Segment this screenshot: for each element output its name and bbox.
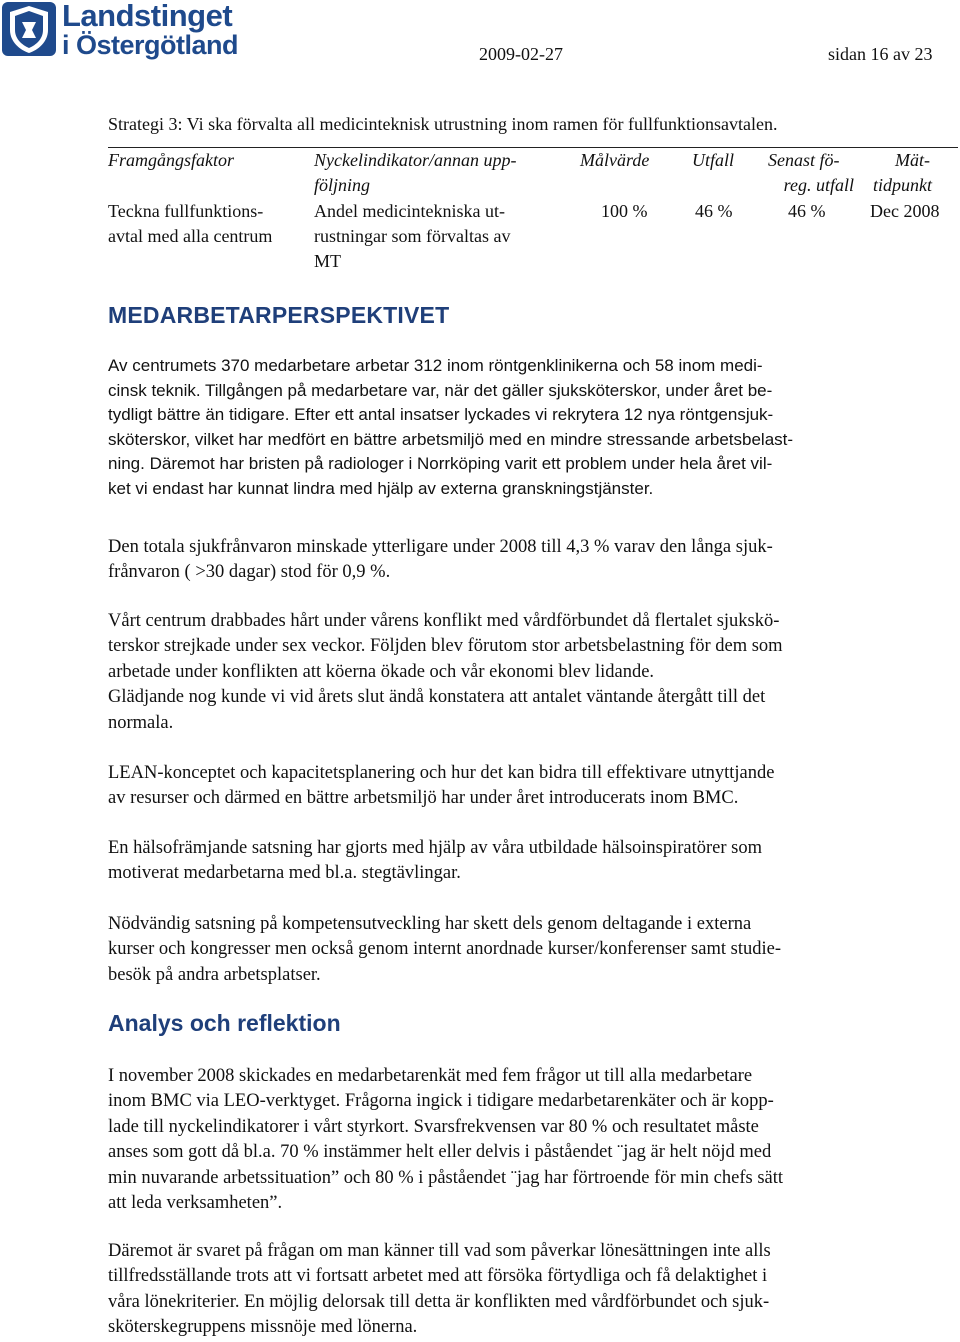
text-line: frånvaron ( >30 dagar) stod för 0,9 %. (108, 562, 391, 583)
text-line: anses som gott då bl.a. 70 % instämmer helt eller delvis i påståendet ¨jag är helt nöjd med (108, 1142, 772, 1163)
paragraph-staffing (108, 354, 908, 502)
county-emblem-icon (2, 2, 56, 56)
cell-indicator-line1: Andel medicintekniska ut- (314, 201, 505, 221)
paragraph-survey (108, 1064, 908, 1216)
cell-factor-line1: Teckna fullfunktions- (108, 201, 264, 221)
text-line: Nödvändig satsning på kompetensutveckling har skett dels genom deltagande i externa (108, 914, 752, 934)
text-line: En hälsofrämjande satsning har gjorts med hjälp av våra utbildade hälsoinspiratörer som (108, 838, 763, 858)
text-line: lade till nyckelindikatorer i vårt styrkort. Svarsfrekvensen var 80 % och resultatet måste (108, 1116, 759, 1137)
text-line: LEAN-konceptet och kapacitetsplanering och hur det kan bidra till effektivare utnyttjande (108, 763, 775, 783)
text-line: Däremot är svaret på frågan om man känner till vad som påverkar lönesättningen inte alls (108, 1241, 771, 1261)
text-line: Glädjande nog kunde vi vid årets slut ändå konstatera att antalet väntande återgått till det (108, 687, 766, 708)
col-header-previous-line1: Senast fö- (768, 150, 840, 170)
col-header-target: Målvärde (580, 150, 650, 170)
section-heading-employee-perspective: MEDARBETARPERSPEKTIVET (108, 302, 450, 328)
logo-text-line1: Landstinget (62, 0, 233, 33)
cell-target: 100 % (601, 201, 648, 221)
paragraph-conflict (108, 609, 908, 736)
cell-indicator-line3: MT (314, 251, 341, 271)
text-line: arbetade under konflikten att köerna ökade och vår ekonomi blev lidande. (108, 661, 655, 682)
text-line: våra lönekriterier. En möjlig delorsak till detta är konflikten med vårdförbundet och sjuk- (108, 1291, 770, 1312)
paragraph-lean (108, 761, 908, 812)
cell-previous: 46 % (788, 201, 826, 221)
text-line: Av centrumets 370 medarbetare arbetar 312 inom röntgenklinikerna och 58 inom medi- (108, 356, 763, 375)
paragraph-health (108, 836, 908, 887)
cell-indicator-line2: rustningar som förvaltas av (314, 226, 511, 246)
cell-time: Dec 2008 (870, 201, 940, 221)
text-line: tillfredsställande trots att vi fortsatt arbetet med att försöka förtydliga och få delaktighet i (108, 1266, 768, 1287)
col-header-outcome: Utfall (692, 150, 735, 170)
col-header-time-line1: Mät- (895, 150, 930, 170)
paragraph-salary (108, 1239, 908, 1341)
text-line: Vårt centrum drabbades hårt under vårens konflikt med vårdförbundet då flertalet sjukskö- (108, 611, 780, 631)
text-line: I november 2008 skickades en medarbetarenkät med fem frågor ut till alla medarbetare (108, 1066, 753, 1086)
text-line: sköterskegruppens missnöje med lönerna. (108, 1317, 418, 1338)
text-line: inom BMC via LEO-verktyget. Frågorna ingick i tidigare medarbetarenkäter och är kopp- (108, 1091, 774, 1112)
text-line: ket vi endast har kunnat lindra med hjälp av externa granskningstjänster. (108, 478, 654, 498)
text-line: normala. (108, 712, 174, 733)
text-line: Den totala sjukfrånvaron minskade ytterligare under 2008 till 4,3 % varav den långa sjuk- (108, 537, 773, 557)
text-line: tydligt bättre än tidigare. Efter ett antal insatser lyckades vi rekrytera 12 nya röntgensjuk- (108, 405, 774, 425)
logo-text-line2: i Östergötland (62, 30, 239, 60)
cell-factor-line2: avtal med alla centrum (108, 226, 273, 246)
text-line: kurser och kongresser men också genom internt anordnade kurser/konferenser samt studie- (108, 939, 781, 960)
text-line: terskor strejkade under sex veckor. Följden blev förutom stor arbetsbelastning för dem som (108, 636, 783, 657)
page-number: sidan 16 av 23 (828, 44, 933, 64)
text-line: av resurser och därmed en bättre arbetsmiljö har under året introducerats inom BMC. (108, 788, 739, 809)
document-date: 2009-02-27 (479, 44, 563, 64)
paragraph-competence (108, 912, 908, 988)
text-line: sköterskor, vilket har medfört en bättre arbetsmiljö med en mindre stressande arbetsbelast- (108, 429, 794, 449)
strategy-statement: Strategi 3: Vi ska förvalta all medicinteknisk utrustning inom ramen för fullfunktionsavtalen. (108, 114, 778, 134)
text-line: att leda verksamheten”. (108, 1193, 283, 1214)
col-header-factor: Framgångsfaktor (108, 150, 234, 170)
col-header-indicator-line2: följning (314, 175, 371, 195)
text-line: cinsk teknik. Tillgången på medarbetare var, när det gäller sjuksköterskor, under året be- (108, 380, 773, 400)
text-line: ning. Däremot har bristen på radiologer i Norrköping varit ett problem under hela året vil- (108, 454, 773, 474)
text-line: min nuvarande arbetssituation” och 80 % i påståendet ¨jag har förtroende för min chefs sätt (108, 1167, 784, 1188)
text-line: motiverat medarbetarna med bl.a. stegtävlingar. (108, 863, 461, 884)
section-heading-analysis: Analys och reflektion (108, 1010, 341, 1036)
col-header-time-line2: tidpunkt (873, 175, 932, 195)
paragraph-sick-leave (108, 535, 908, 586)
col-header-previous-line2: reg. utfall (783, 175, 854, 195)
cell-outcome: 46 % (695, 201, 733, 221)
organization-logo (2, 0, 242, 62)
col-header-indicator-line1: Nyckelindikator/annan upp- (314, 150, 517, 170)
text-line: besök på andra arbetsplatser. (108, 964, 321, 985)
